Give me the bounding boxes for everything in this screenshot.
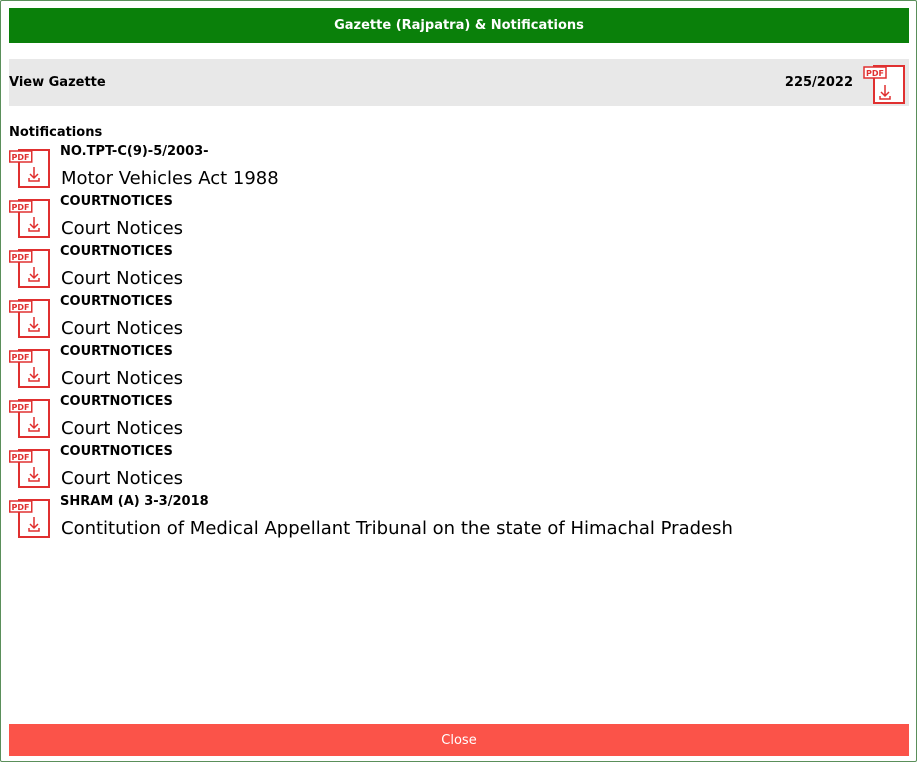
pdf-download-icon[interactable] (9, 398, 51, 438)
notification-code: COURTNOTICES (60, 194, 173, 209)
notification-title: Court Notices (61, 318, 184, 339)
notification-title: Motor Vehicles Act 1988 (61, 168, 279, 189)
notification-item[interactable] (9, 293, 909, 343)
gazette-number: 225/2022 (784, 75, 853, 90)
svg-text:PDF: PDF (866, 69, 884, 78)
pdf-download-icon[interactable] (9, 498, 51, 538)
notification-title: Court Notices (61, 368, 184, 389)
svg-text:PDF: PDF (11, 153, 30, 162)
notification-item[interactable] (9, 443, 909, 493)
notification-title: Court Notices (61, 468, 184, 489)
notification-title: Court Notices (61, 268, 184, 289)
pdf-download-icon[interactable] (863, 63, 907, 105)
view-gazette-label: View Gazette (9, 75, 106, 90)
notification-item[interactable] (9, 343, 909, 393)
svg-text:PDF: PDF (11, 353, 30, 362)
notification-code: COURTNOTICES (60, 394, 173, 409)
notification-code: NO.TPT-C(9)-5/2003- (60, 144, 209, 159)
pdf-download-icon[interactable] (9, 348, 51, 388)
svg-text:PDF: PDF (11, 453, 30, 462)
svg-text:PDF: PDF (11, 303, 30, 312)
svg-text:PDF: PDF (11, 503, 30, 512)
notification-code: COURTNOTICES (60, 294, 173, 309)
close-button[interactable]: Close (9, 724, 909, 756)
pdf-download-icon[interactable] (9, 148, 51, 188)
notification-code: COURTNOTICES (60, 444, 173, 459)
svg-text:PDF: PDF (11, 253, 30, 262)
notification-item[interactable] (9, 493, 909, 543)
pdf-download-icon[interactable] (9, 198, 51, 238)
modal-header (9, 8, 909, 43)
svg-text:PDF: PDF (11, 403, 30, 412)
pdf-download-icon[interactable] (9, 298, 51, 338)
pdf-download-icon[interactable] (9, 448, 51, 488)
notifications-heading: Notifications (9, 125, 103, 140)
notification-code: SHRAM (A) 3-3/2018 (60, 494, 209, 509)
notification-item[interactable] (9, 143, 909, 193)
notification-title: Court Notices (61, 218, 184, 239)
modal-title: Gazette (Rajpatra) & Notifications (334, 18, 584, 33)
svg-text:PDF: PDF (11, 203, 30, 212)
gazette-row (9, 59, 909, 106)
notification-code: COURTNOTICES (60, 244, 173, 259)
notification-title: Contitution of Medical Appellant Tribunal on the state of Himachal Pradesh (61, 518, 733, 539)
notification-item[interactable] (9, 193, 909, 243)
notification-title: Court Notices (61, 418, 184, 439)
notifications-list (9, 143, 909, 543)
pdf-download-icon[interactable] (9, 248, 51, 288)
notification-item[interactable] (9, 243, 909, 293)
notification-code: COURTNOTICES (60, 344, 173, 359)
notification-item[interactable] (9, 393, 909, 443)
